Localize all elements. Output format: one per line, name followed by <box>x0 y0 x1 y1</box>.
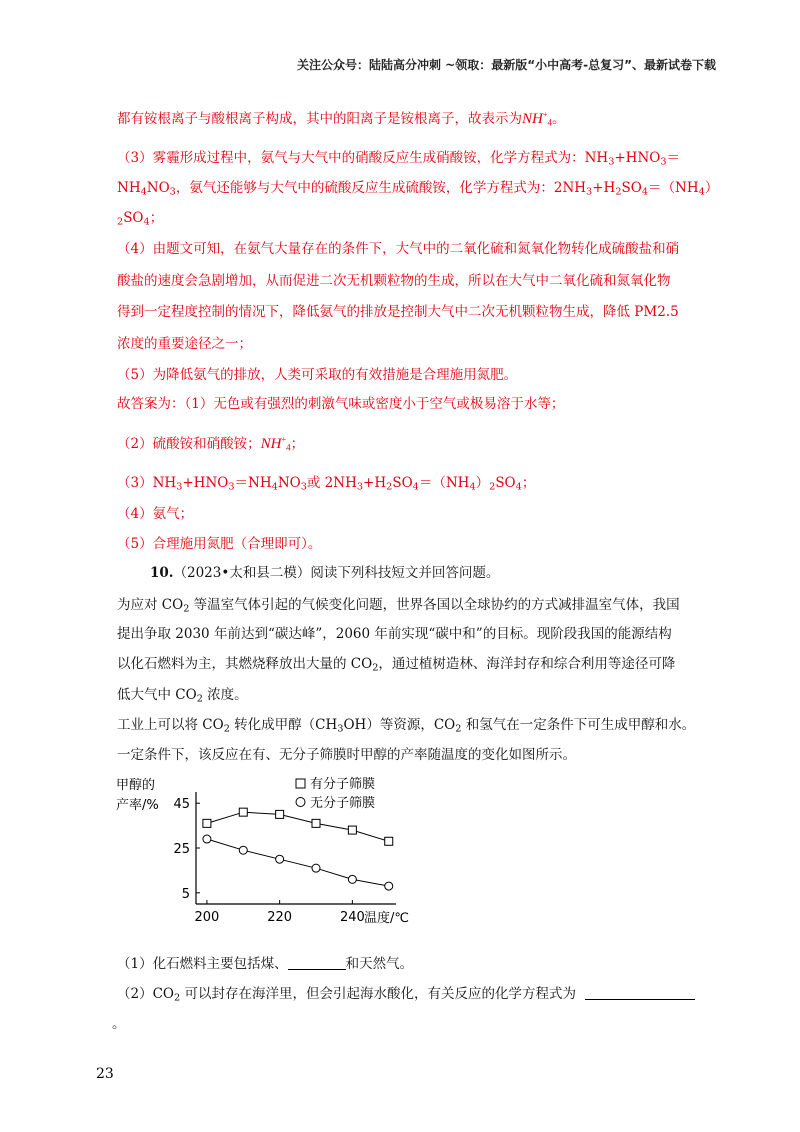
passage-line-6: 一定条件下，该反应在有、无分子筛膜时甲醇的产率随温度的变化如图所示。 <box>117 747 576 763</box>
answer-line-5: （4）由题文可知，在氨气大量存在的条件下，大气中的二氧化硫和氮氧化物转化成硫酸盐和硝 <box>117 241 680 257</box>
answer-blank-2[interactable] <box>585 987 695 1000</box>
question-2: $(2)CO_2$ 可以封存在海洋里，但会引起海水酸化，有关反应的化学方程式为 <box>117 987 695 1003</box>
legend-circle-icon <box>296 798 305 807</box>
x-tick-label: 200 <box>194 910 220 925</box>
answer-line-3: $NH_4NO_3$，氨气还能够与大气中的硫酸反应生成硫酸铵，化学方程式为：$2NH_3+H_2SO_4=(NH_4)$ <box>117 180 719 198</box>
y-axis-label-line1: 甲醇的 <box>116 778 156 793</box>
data-point-circle <box>203 835 211 843</box>
series-line-2 <box>207 839 389 886</box>
answer-line-13: （4）氨气； <box>117 506 194 522</box>
answer-line-12: $(3)NH_3+HNO_3=NH_4NO_3$或 $2NH_3+H_2SO_4=(NH_4)_2SO_4$； <box>117 475 536 493</box>
data-point-square <box>276 810 284 818</box>
y-axis-label-line2: 产率/% <box>116 798 159 813</box>
passage-line-4: 低大气中 $CO_2$ 浓度。 <box>117 687 248 705</box>
answer-line-6: 酸盐的速度会急剧增加，从而促进二次无机颗粒物的生成，所以在大气中二氧化硫和氮氧化物 <box>117 273 671 289</box>
page-header: 关注公众号：陆陆高分冲刺 ~领取：最新版“小中高考-总复习”、最新试卷下载 <box>297 58 716 72</box>
legend-series-1: 有分子筛膜 <box>310 777 376 792</box>
question-10-header: 10.（2023•太和县二模）阅读下列科技短文并回答问题。 <box>150 565 500 581</box>
y-tick-label: 45 <box>173 797 190 813</box>
x-axis-label: 温度/℃ <box>364 911 409 926</box>
passage-line-1: 为应对 $CO_2$ 等温室气体引起的气候变化问题，世界各国以全球协约的方式减排温室气体，我国 <box>117 597 680 615</box>
data-point-square <box>348 826 356 834</box>
ammonium-ion-2: $NH^+_4$ <box>260 435 291 453</box>
answer-line-1: 都有铵根离子与酸根离子构成，其中的阳离子是铵根离子，故表示为$NH^+_4$。 <box>117 110 566 128</box>
answer-blank-1[interactable] <box>288 957 346 970</box>
answer-line-8: 浓度的重要途径之一； <box>117 336 252 352</box>
series-line-1 <box>207 812 389 841</box>
data-point-circle <box>312 864 320 872</box>
data-point-circle <box>276 855 284 863</box>
methanol-yield-chart <box>112 772 432 937</box>
page-number: 23 <box>96 1066 114 1082</box>
y-tick-label: 25 <box>173 842 190 857</box>
data-point-circle <box>239 846 247 854</box>
answer-line-9: （5）为降低氨气的排放，人类可采取的有效措施是合理施用氮肥。 <box>117 367 518 383</box>
answer-line-4: $_2SO_4$； <box>117 210 164 228</box>
legend-square-icon <box>296 779 305 788</box>
answer-line-11: （2）硫酸铵和硝酸铵；$NH^+_4$； <box>117 435 305 453</box>
answer-line-7: 得到一定程度控制的情况下，降低氨气的排放是控制大气中二次无机颗粒物生成，降低 PM2.5 <box>117 304 679 320</box>
data-point-square <box>385 837 393 845</box>
passage-line-2: 提出争取 2030 年前达到“碳达峰”，2060 年前实现“碳中和”的目标。现阶段我国的能源结构 <box>117 626 672 642</box>
answer-line-14: （5）合理施用氮肥（合理即可）。 <box>117 536 322 552</box>
y-tick-label: 5 <box>181 886 190 902</box>
question-2-end: 。 <box>112 1016 126 1032</box>
data-point-square <box>203 819 211 827</box>
legend-series-2: 无分子筛膜 <box>310 796 376 811</box>
data-point-square <box>312 819 320 827</box>
answer-line-10: 故答案为：（1）无色或有强烈的刺激气味或密度小于空气或极易溶于水等； <box>117 396 565 412</box>
answer-line-2: （3）雾霾形成过程中，氨气与大气中的硝酸反应生成硝酸铵，化学方程式为：$NH_3+HNO_3=$ <box>117 150 681 168</box>
passage-line-5: 工业上可以将 $CO_2$ 转化成甲醇$(CH_3OH)$等资源，$CO_2$ 和氢气在一定条件下可生成甲醇和水。 <box>117 717 696 735</box>
passage-line-3: 以化石燃料为主，其燃烧释放出大量的 $CO_2$，通过植树造林、海洋封存和综合利用等途径可降 <box>117 656 676 674</box>
legend <box>296 777 375 811</box>
data-point-circle <box>348 875 356 883</box>
ammonium-ion: $NH^+_4$ <box>522 110 552 128</box>
x-tick-label: 220 <box>267 910 293 925</box>
data-point-square <box>239 808 247 816</box>
data-point-circle <box>385 882 393 890</box>
x-tick-label: 240 <box>339 910 365 925</box>
question-1: （1）化石燃料主要包括煤、 和天然气。 <box>117 956 414 972</box>
